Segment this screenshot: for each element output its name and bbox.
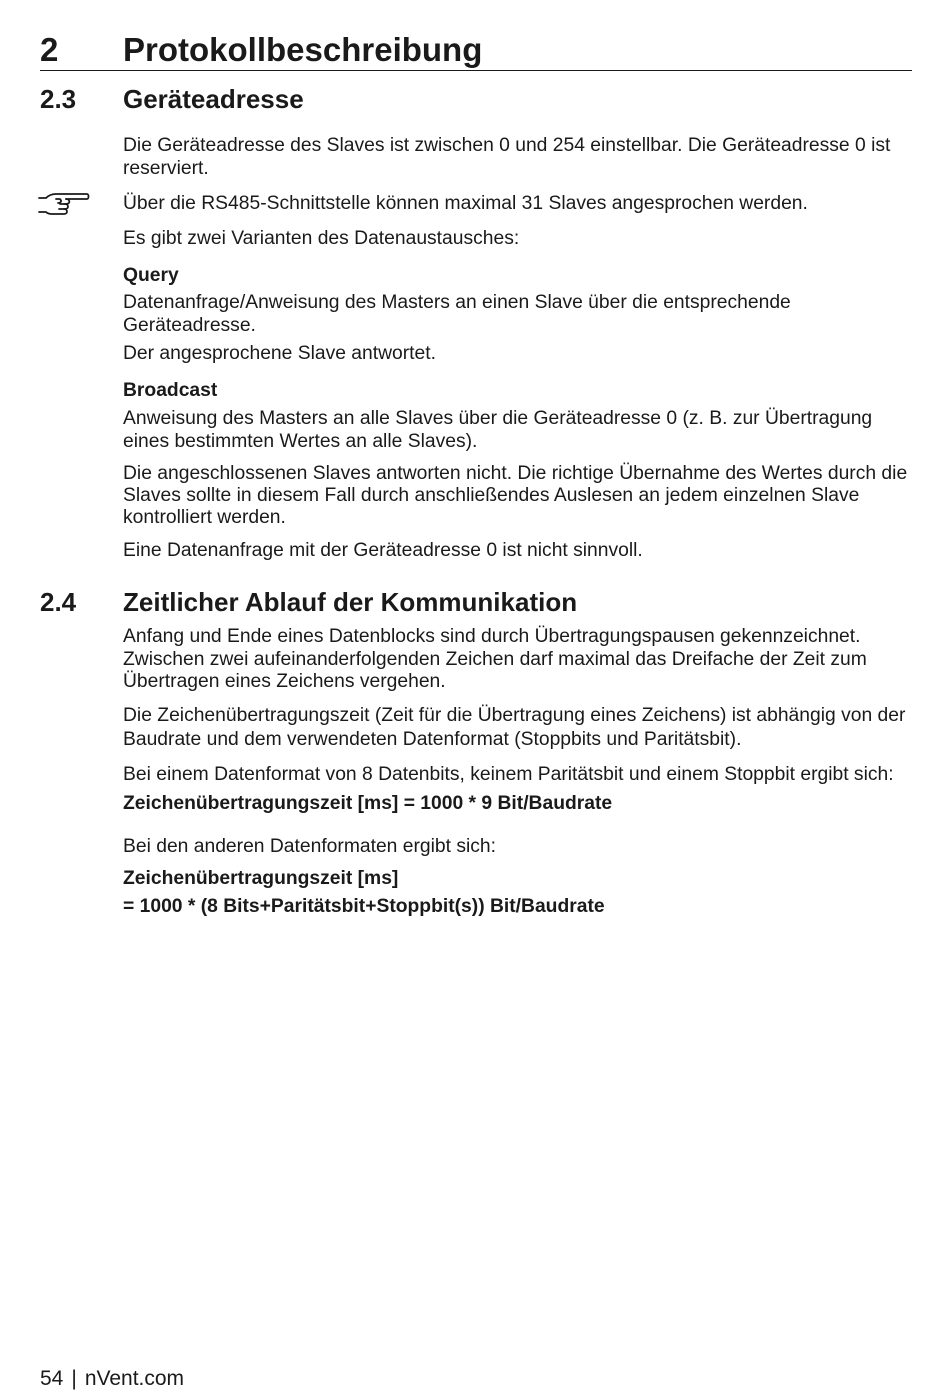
section-number: 2.3 [40,84,77,114]
section-number: 2.4 [40,587,77,617]
footer-separator: | [71,1367,77,1390]
pointing-hand-icon [36,190,90,220]
paragraph: Die Geräteadresse des Slaves ist zwischen 0 und 254 einstellbar. Die Geräteadresse 0 ist reserviert. [123,135,891,179]
section-title: Geräteadresse [123,84,304,114]
section-title: Zeitlicher Ablauf der Kommunikation [123,587,578,617]
paragraph: Eine Datenanfrage mit der Geräteadresse 0 ist nicht sinnvoll. [123,540,643,561]
footer-website: nVent.com [84,1367,185,1390]
paragraph: Anweisung des Masters an alle Slaves über die Geräteadresse 0 (z. B. zur Übertragung eines bestimmten Wertes an alle Slaves). [123,408,873,452]
paragraph: Anfang und Ende eines Datenblocks sind durch Übertragungspausen gekennzeichnet. Zwischen zwei aufeinanderfolgenden Zeichen darf maximal das Dreifache der Zeit zum Übertragen eines Zeichens vergehen. [123,626,867,692]
subheading-query: Query [123,265,179,286]
note-text: Über die RS485-Schnittstelle können maximal 31 Slaves angesprochen werden. [123,193,808,214]
formula: Zeichenübertragungszeit [ms] = 1000 * 9 Bit/Baudrate [123,793,613,814]
page-number: 54 [40,1367,64,1390]
chapter-heading [40,30,912,71]
paragraph: Die Zeichenübertragungszeit (Zeit für die Übertragung eines Zeichens) ist abhängig von der Baudrate und dem verwendeten Datenformat (Stoppbits und Paritätsbit). [123,705,906,750]
formula: Zeichenübertragungszeit [ms] [123,868,399,889]
page-footer [40,1366,184,1392]
chapter-number: 2 [40,31,59,68]
formula: = 1000 * (8 Bits+Paritätsbit+Stoppbit(s)) Bit/Baudrate [123,896,605,917]
paragraph: Bei den anderen Datenformaten ergibt sich: [123,836,496,857]
chapter-title: Protokollbeschreibung [123,31,483,68]
paragraph: Es gibt zwei Varianten des Datenaustausches: [123,228,520,249]
paragraph: Datenanfrage/Anweisung des Masters an einen Slave über die entsprechende Geräteadresse. [123,292,791,336]
paragraph: Bei einem Datenformat von 8 Datenbits, keinem Paritätsbit und einem Stoppbit ergibt sich: [123,764,894,785]
subheading-broadcast: Broadcast [123,380,218,401]
paragraph: Der angesprochene Slave antwortet. [123,343,436,364]
paragraph: Die angeschlossenen Slaves antworten nicht. Die richtige Übernahme des Wertes durch die Slaves sollte in diesem Fall durch anschließendes Auslesen an jedem einzelnen Slave kontrolliert werden. [123,463,908,528]
